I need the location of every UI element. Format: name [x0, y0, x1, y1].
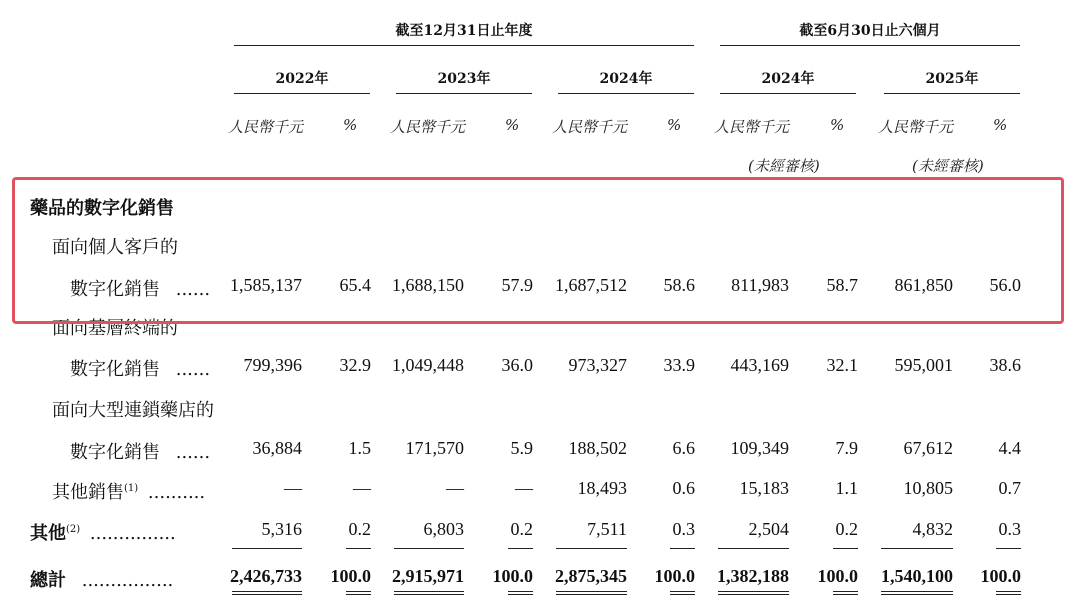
rule-above-total-9: [996, 548, 1021, 549]
row-chain-leader: ......: [175, 442, 211, 463]
row-other-sales-text: 其他銷售: [52, 482, 124, 503]
footnote-2: (2): [66, 524, 81, 535]
rule-under-total-a-4: [556, 591, 627, 592]
rule-above-total-4: [556, 548, 627, 549]
unit-rmb-h2025: 人民幣千元: [878, 118, 954, 136]
row-other-sales-label: [52, 478, 205, 504]
rule-under-total-b-0: [232, 594, 302, 595]
row-others-leader: ...............: [89, 523, 176, 544]
cell-others-8: 4,832: [912, 519, 953, 539]
cell-other-sales-7: 1.1: [835, 478, 858, 498]
cell-chain-9: 4.4: [998, 438, 1021, 458]
cell-chain-0: 36,884: [252, 438, 302, 458]
header-year-2022-rule: [234, 93, 370, 94]
unit-pct-2022: %: [343, 116, 358, 134]
cell-total-1: 100.0: [330, 566, 371, 586]
cell-other-sales-9: 0.7: [998, 478, 1021, 498]
cell-individual-3: 57.9: [501, 275, 533, 295]
cell-individual-4: 1,687,512: [555, 275, 627, 295]
cell-individual-9: 56.0: [989, 275, 1021, 295]
rule-under-total-a-2: [394, 591, 464, 592]
cell-grassroots-1: 32.9: [339, 355, 371, 375]
cell-total-0: 2,426,733: [230, 566, 302, 586]
cell-chain-8: 67,612: [903, 438, 953, 458]
unit-pct-2023: %: [505, 116, 520, 134]
cell-others-9: 0.3: [998, 519, 1021, 539]
cell-other-sales-4: 18,493: [577, 478, 627, 498]
cell-other-sales-8: 10,805: [903, 478, 953, 498]
header-year-2024: 2024年: [599, 71, 653, 87]
unit-pct-h2024: %: [830, 116, 845, 134]
cell-other-sales-5: 0.6: [672, 478, 695, 498]
cell-individual-0: 1,585,137: [230, 275, 302, 295]
rule-under-total-a-7: [833, 591, 858, 592]
cell-chain-6: 109,349: [730, 438, 789, 458]
header-year-group-rule: [234, 45, 694, 46]
rule-under-total-b-2: [394, 594, 464, 595]
row-chain-label-text: 數字化銷售: [70, 442, 160, 463]
highlight-box: [12, 177, 1064, 324]
cell-total-5: 100.0: [654, 566, 695, 586]
cell-other-sales-6: 15,183: [739, 478, 789, 498]
rule-under-total-a-8: [881, 591, 953, 592]
cell-grassroots-6: 443,169: [730, 355, 789, 375]
cell-grassroots-7: 32.1: [826, 355, 858, 375]
rule-under-total-b-3: [508, 594, 533, 595]
rule-under-total-b-5: [670, 594, 695, 595]
row-total-text: 總計: [30, 570, 66, 591]
unaudited-h2024: (未經審核): [748, 157, 820, 175]
rule-under-total-b-4: [556, 594, 627, 595]
rule-under-total-b-8: [881, 594, 953, 595]
cell-grassroots-0: 799,396: [243, 355, 302, 375]
header-year-2024-rule: [558, 93, 694, 94]
cell-others-6: 2,504: [748, 519, 789, 539]
header-year-2023-rule: [396, 93, 532, 94]
cell-other-sales-3: —: [515, 478, 533, 498]
footnote-1: (1): [124, 483, 139, 494]
unit-rmb-2024: 人民幣千元: [552, 118, 628, 136]
cell-total-2: 2,915,971: [392, 566, 464, 586]
cell-others-0: 5,316: [261, 519, 302, 539]
rule-under-total-a-0: [232, 591, 302, 592]
row-individual-leader: ......: [175, 279, 211, 300]
unit-rmb-h2024: 人民幣千元: [714, 118, 790, 136]
cell-others-2: 6,803: [423, 519, 464, 539]
rule-above-total-0: [232, 548, 302, 549]
row-grassroots-label-1: 面向基層終端的: [52, 318, 178, 339]
header-half-2025-rule: [884, 93, 1020, 94]
rule-under-total-a-5: [670, 591, 695, 592]
rule-under-total-b-6: [718, 594, 789, 595]
rule-above-total-8: [881, 548, 953, 549]
cell-individual-2: 1,688,150: [392, 275, 464, 295]
cell-other-sales-1: —: [353, 478, 371, 498]
rule-above-total-3: [508, 548, 533, 549]
row-chain-label-1: 面向大型連鎖藥店的: [52, 400, 214, 421]
header-year-2023: 2023年: [437, 71, 491, 87]
cell-others-4: 7,511: [587, 519, 627, 539]
rule-under-total-a-3: [508, 591, 533, 592]
cell-grassroots-5: 33.9: [663, 355, 695, 375]
cell-others-1: 0.2: [348, 519, 371, 539]
cell-total-3: 100.0: [492, 566, 533, 586]
unit-pct-h2025: %: [993, 116, 1008, 134]
row-individual-label-1: 面向個人客戶的: [52, 237, 178, 258]
unit-pct-2024: %: [667, 116, 682, 134]
section-title: 藥品的數字化銷售: [30, 198, 174, 219]
row-others-label: [30, 519, 176, 545]
cell-chain-3: 5.9: [510, 438, 533, 458]
rule-under-total-b-1: [346, 594, 371, 595]
cell-individual-8: 861,850: [894, 275, 953, 295]
cell-individual-7: 58.7: [826, 275, 858, 295]
row-grassroots-label-text: 數字化銷售: [70, 359, 160, 380]
row-others-text: 其他: [30, 523, 66, 544]
cell-grassroots-2: 1,049,448: [392, 355, 464, 375]
cell-other-sales-2: —: [446, 478, 464, 498]
rule-above-total-1: [346, 548, 371, 549]
cell-chain-2: 171,570: [405, 438, 464, 458]
cell-chain-7: 7.9: [835, 438, 858, 458]
cell-total-4: 2,875,345: [555, 566, 627, 586]
header-half-group: 截至6月30日止六個月: [799, 23, 941, 39]
header-half-2024: 2024年: [761, 71, 815, 87]
row-grassroots-label-2: [70, 355, 210, 381]
cell-total-6: 1,382,188: [717, 566, 789, 586]
rule-under-total-a-9: [996, 591, 1021, 592]
cell-grassroots-9: 38.6: [989, 355, 1021, 375]
cell-other-sales-0: —: [284, 478, 302, 498]
cell-total-9: 100.0: [980, 566, 1021, 586]
cell-chain-1: 1.5: [348, 438, 371, 458]
cell-grassroots-8: 595,001: [894, 355, 953, 375]
unaudited-h2025: (未經審核): [912, 157, 984, 175]
header-half-group-rule: [720, 45, 1020, 46]
header-year-2022: 2022年: [275, 71, 329, 87]
rule-under-total-a-6: [718, 591, 789, 592]
cell-chain-4: 188,502: [568, 438, 627, 458]
cell-chain-5: 6.6: [672, 438, 695, 458]
header-year-group: 截至12月31日止年度: [395, 23, 533, 39]
unit-rmb-2023: 人民幣千元: [390, 118, 466, 136]
cell-grassroots-3: 36.0: [501, 355, 533, 375]
cell-others-7: 0.2: [835, 519, 858, 539]
unit-rmb-2022: 人民幣千元: [228, 118, 304, 136]
rule-above-total-7: [833, 548, 858, 549]
row-individual-label-text: 數字化銷售: [70, 279, 160, 300]
row-other-sales-leader: ..........: [147, 482, 206, 503]
header-half-2025: 2025年: [925, 71, 979, 87]
cell-individual-6: 811,983: [731, 275, 789, 295]
cell-grassroots-4: 973,327: [568, 355, 627, 375]
row-total-label: [30, 566, 173, 592]
cell-total-7: 100.0: [817, 566, 858, 586]
row-total-leader: ................: [81, 570, 174, 591]
rule-under-total-b-9: [996, 594, 1021, 595]
rule-above-total-2: [394, 548, 464, 549]
row-chain-label-2: [70, 438, 210, 464]
cell-individual-1: 65.4: [339, 275, 371, 295]
row-grassroots-leader: ......: [175, 359, 211, 380]
cell-others-3: 0.2: [510, 519, 533, 539]
rule-under-total-a-1: [346, 591, 371, 592]
rule-above-total-6: [718, 548, 789, 549]
rule-under-total-b-7: [833, 594, 858, 595]
cell-total-8: 1,540,100: [881, 566, 953, 586]
cell-others-5: 0.3: [672, 519, 695, 539]
rule-above-total-5: [670, 548, 695, 549]
cell-individual-5: 58.6: [663, 275, 695, 295]
header-half-2024-rule: [720, 93, 856, 94]
